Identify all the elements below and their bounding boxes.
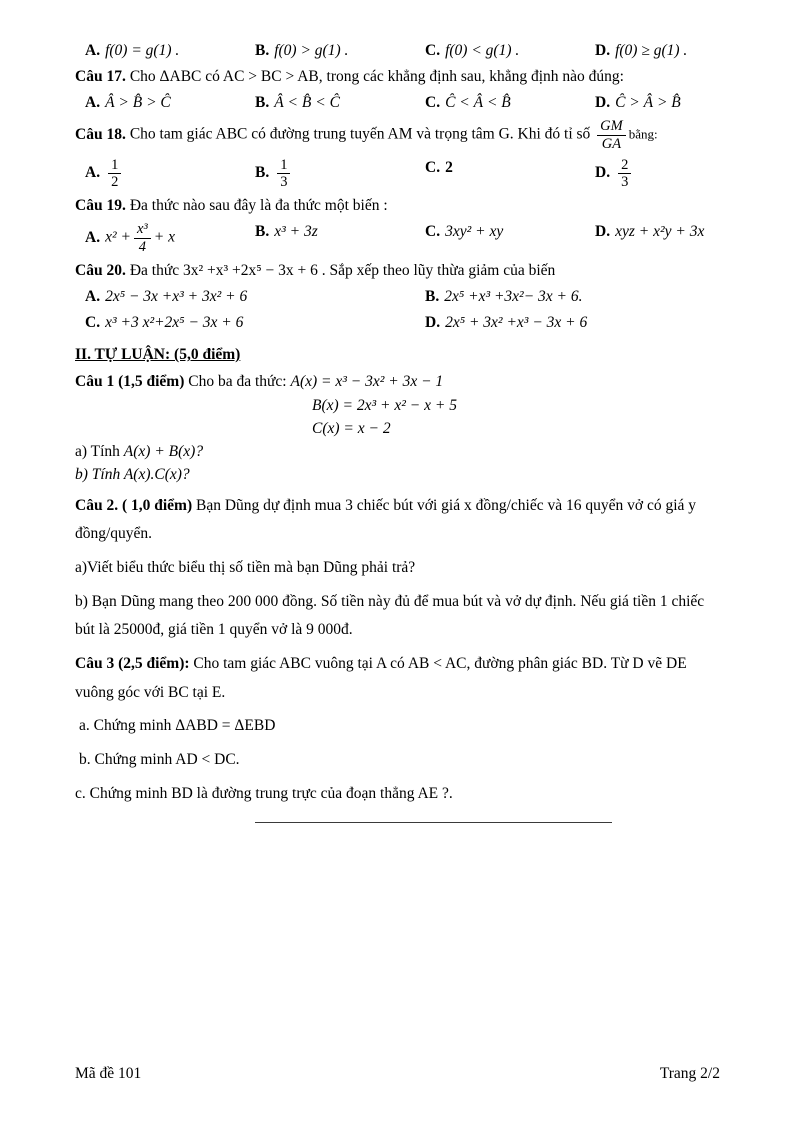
- question-19-stem: [75, 193, 720, 218]
- q17-option-b: [255, 90, 425, 115]
- essay-q1-part-b: [75, 463, 720, 486]
- q17-option-d: [595, 90, 720, 115]
- question-16-options-row: [75, 38, 720, 63]
- exam-code: Mã đề 101: [75, 1064, 142, 1082]
- option-label: A.: [85, 94, 101, 112]
- essay-q3-intro-text: Cho tam giác ABC vuông tại A có AB < AC, đường phân giác BD. Từ D vẽ DE vuông góc với BC tại E.: [75, 654, 687, 701]
- option-label: B.: [425, 287, 440, 305]
- part-a-expression: A(x) + B(x)?: [123, 443, 204, 461]
- option-text: Â < B̂ < Ĉ: [274, 94, 340, 112]
- fraction-numerator: 1: [277, 157, 290, 174]
- option-text: x² +: [105, 228, 131, 246]
- option-text: x³ + 3z: [274, 223, 318, 241]
- equation-a: A(x) = x³ − 3x² + 3x − 1: [290, 373, 444, 391]
- option-label: D.: [595, 94, 611, 112]
- equation-b: B(x) = 2x³ + x² − x + 5: [312, 396, 457, 414]
- question-19-options-row: [75, 219, 720, 256]
- essay-q3-part-a: a. Chứng minh ΔABD = ΔEBD: [79, 717, 276, 735]
- question-18-text-after: bằng:: [628, 126, 658, 142]
- question-19-label: Câu 19.: [75, 197, 126, 215]
- fraction-denominator: 4: [138, 238, 146, 255]
- option-label: A.: [85, 287, 101, 305]
- question-17-options-row: [75, 90, 720, 115]
- equation-c-line: [75, 417, 720, 440]
- part-b-expression: A(x).C(x)?: [123, 466, 190, 484]
- fraction: [277, 157, 290, 190]
- option-text: 3xy² + xy: [445, 223, 504, 241]
- question-20-options-row-1: [75, 284, 720, 309]
- option-text: Ĉ < Â < B̂: [445, 94, 511, 112]
- essay-q2-intro: [75, 492, 720, 549]
- essay-q1-intro-line: [75, 370, 720, 393]
- essay-q2-label: Câu 2. ( 1,0 điểm): [75, 496, 193, 514]
- q18-option-b: [255, 155, 425, 192]
- question-18-label: Câu 18.: [75, 125, 126, 143]
- option-label: C.: [85, 314, 101, 332]
- q18-option-c: [425, 155, 595, 192]
- fraction-numerator: 2: [618, 157, 631, 174]
- page-footer: [75, 1061, 720, 1086]
- fraction-denominator: 3: [621, 174, 629, 191]
- q19-option-d: [595, 219, 720, 256]
- essay-q2-part-b: b) Bạn Dũng mang theo 200 000 đồng. Số tiền này đủ để mua bút và vở dự định. Nếu giá tiền 1 chiếc bút là 25000đ, giá tiền 1 quyển vở là 9 000đ.: [75, 592, 705, 639]
- option-text: f(0) = g(1) .: [105, 42, 180, 59]
- option-label: D.: [595, 223, 611, 241]
- q20-option-d: [425, 310, 720, 335]
- essay-q2-part-a: a)Viết biểu thức biểu thị số tiền mà bạn Dũng phải trả?: [75, 558, 416, 576]
- q19-option-c: [425, 219, 595, 256]
- fraction-numerator: 1: [108, 157, 121, 174]
- end-divider: [255, 822, 612, 823]
- option-text: f(0) ≥ g(1) .: [615, 42, 688, 59]
- option-label: C.: [425, 158, 441, 176]
- ratio-fraction: [597, 118, 626, 151]
- q18-option-a: [85, 155, 255, 192]
- question-20-options-row-2: [75, 310, 720, 335]
- question-20-text: Đa thức 3x² +x³ +2x⁵ − 3x + 6 . Sắp xếp theo lũy thừa giảm của biến: [129, 261, 556, 279]
- option-label: D.: [595, 164, 611, 182]
- fraction-numerator: GM: [597, 118, 626, 135]
- question-20-label: Câu 20.: [75, 261, 126, 279]
- question-18-text: Cho tam giác ABC có đường trung tuyến AM và trọng tâm G. Khi đó tỉ số: [129, 125, 591, 143]
- option-label: D.: [425, 314, 441, 332]
- option-text: x³ +3 x²+2x⁵ − 3x + 6: [105, 314, 244, 332]
- essay-q1-part-a: [75, 440, 720, 463]
- essay-q1-intro-text: Cho ba đa thức:: [188, 373, 287, 391]
- option-text: 2x⁵ +x³ +3x²− 3x + 6.: [444, 287, 583, 305]
- option-label: A.: [85, 42, 101, 59]
- option-text: Â > B̂ > Ĉ: [105, 94, 171, 112]
- option-label: C.: [425, 94, 441, 112]
- question-17-label: Câu 17.: [75, 68, 126, 86]
- option-label: B.: [255, 223, 270, 241]
- option-label: D.: [595, 42, 611, 59]
- part-b-prefix: b) Tính: [75, 466, 121, 484]
- essay-q2-intro-text: Bạn Dũng dự định mua 3 chiếc bút với giá x đồng/chiếc và 16 quyển vở có giá y đồng/quyển.: [75, 496, 697, 543]
- essay-q3-intro: [75, 650, 720, 707]
- option-text: 2: [445, 158, 453, 176]
- fraction-denominator: 3: [280, 174, 288, 191]
- essay-q3-label: Câu 3 (2,5 điểm):: [75, 654, 190, 672]
- q17-option-c: [425, 90, 595, 115]
- option-label: B.: [255, 42, 270, 59]
- option-label: A.: [85, 164, 101, 182]
- question-18-stem: [75, 116, 720, 153]
- question-18-options-row: [75, 155, 720, 192]
- fraction: [134, 221, 151, 254]
- fraction-denominator: GA: [601, 135, 622, 152]
- q16-option-c: [425, 38, 595, 63]
- option-text: 2x⁵ + 3x² +x³ − 3x + 6: [445, 314, 588, 332]
- option-text: Ĉ > Â > B̂: [615, 94, 681, 112]
- question-20-stem: [75, 258, 720, 283]
- q20-option-c: [85, 310, 425, 335]
- option-label: B.: [255, 164, 270, 182]
- question-17-text: Cho ΔABC có AC > BC > AB, trong các khẳng định sau, khẳng định nào đúng:: [129, 68, 624, 86]
- q16-option-b: [255, 38, 425, 63]
- q19-option-b: [255, 219, 425, 256]
- q18-option-d: [595, 155, 720, 192]
- option-text: f(0) < g(1) .: [445, 42, 520, 59]
- q16-option-a: [85, 38, 255, 63]
- q19-option-a: [85, 219, 255, 256]
- option-label: A.: [85, 228, 101, 246]
- option-label: C.: [425, 42, 441, 59]
- q16-option-d: [595, 38, 720, 63]
- q20-option-a: [85, 284, 425, 309]
- equation-b-line: [75, 394, 720, 417]
- option-label: C.: [425, 223, 441, 241]
- option-text: xyz + x²y + 3x: [615, 223, 705, 241]
- option-label: B.: [255, 94, 270, 112]
- fraction-numerator: x³: [134, 221, 151, 238]
- q20-option-b: [425, 284, 720, 309]
- fraction: [618, 157, 631, 190]
- part-a-prefix: a) Tính: [75, 443, 120, 461]
- essay-q3-part-b: b. Chứng minh AD < DC.: [79, 750, 240, 768]
- equation-c: C(x) = x − 2: [312, 419, 391, 437]
- essay-q3-part-c: c. Chứng minh BD là đường trung trực của đoạn thẳng AE ?.: [75, 784, 453, 802]
- option-text: + x: [153, 228, 175, 246]
- fraction-denominator: 2: [111, 174, 119, 191]
- option-text: f(0) > g(1) .: [274, 42, 349, 59]
- fraction: [108, 157, 121, 190]
- essay-q1-label: Câu 1 (1,5 điểm): [75, 373, 185, 391]
- q17-option-a: [85, 90, 255, 115]
- question-17-stem: [75, 64, 720, 89]
- section-2-heading: II. TỰ LUẬN: (5,0 điểm): [75, 346, 241, 364]
- option-text: 2x⁵ − 3x +x³ + 3x² + 6: [105, 287, 248, 305]
- question-19-text: Đa thức nào sau đây là đa thức một biến :: [129, 197, 388, 215]
- page-number: Trang 2/2: [659, 1064, 720, 1082]
